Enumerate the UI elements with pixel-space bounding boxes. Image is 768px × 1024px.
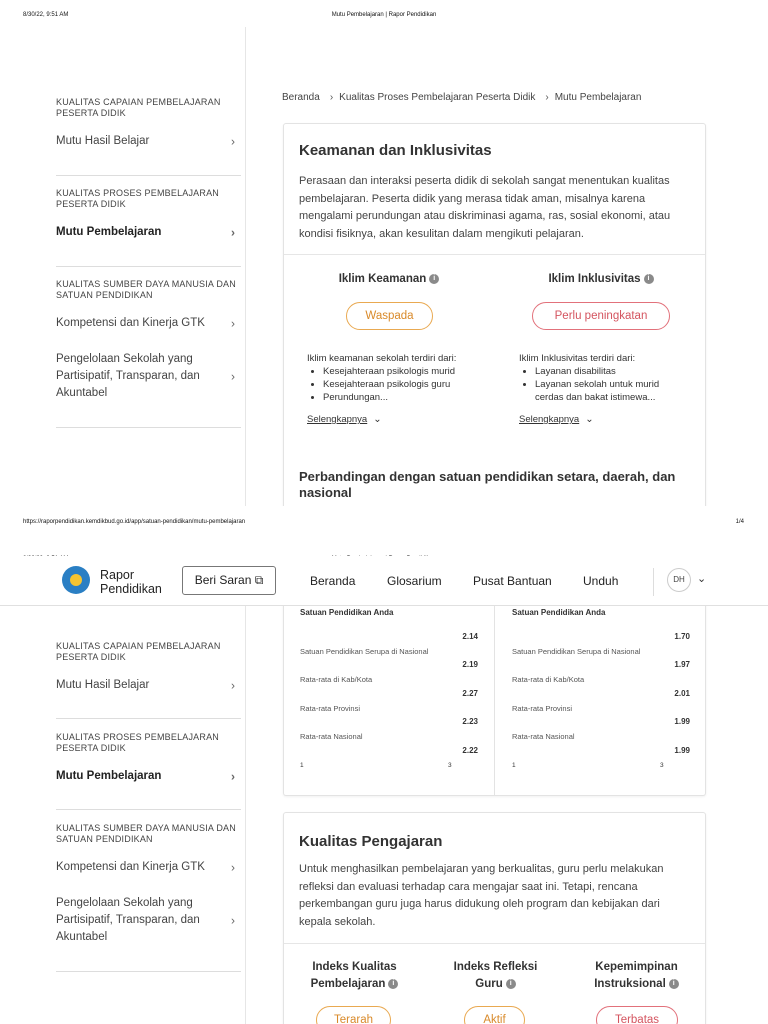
- sidebar-group-proses: [56, 732, 241, 785]
- nav-link-beranda[interactable]: Beranda: [310, 574, 356, 588]
- page-2: [0, 556, 768, 1024]
- breadcrumb-link-proses[interactable]: Kualitas Proses Pembelajaran Peserta Didik: [339, 92, 536, 103]
- comparison-column-title: Satuan Pendidikan Anda: [512, 608, 606, 617]
- status-badge-kualitas: Terarah: [316, 1006, 391, 1024]
- sidebar-divider: [56, 175, 241, 176]
- axis-min-label: 1: [300, 762, 304, 769]
- chevron-down-icon[interactable]: ⌄: [697, 573, 707, 585]
- comparison-value: 1.97: [674, 660, 690, 669]
- nav-link-glosarium[interactable]: Glosarium: [387, 574, 442, 588]
- iklim-inklusivitas-title: Iklim Inklusivitas i: [496, 271, 706, 288]
- print-doc-title: Mutu Pembelajaran | Rapor Pendidikan: [331, 12, 437, 18]
- comparison-column-title: Satuan Pendidikan Anda: [300, 608, 394, 617]
- list-item: • Layanan sekolah untuk murid cerdas dan bakat istimewa...: [535, 378, 679, 404]
- chevron-right-icon: ›: [231, 134, 235, 148]
- pengajaran-card: [283, 812, 706, 1024]
- list-item: • Kesejahteraan psikologis guru: [323, 378, 487, 391]
- list-item: • Perundungan...: [323, 391, 487, 404]
- info-icon[interactable]: i: [506, 979, 516, 989]
- iklim-keamanan-title: Iklim Keamanan i: [284, 271, 494, 288]
- list-item: • Kesejahteraan psikologis murid: [323, 365, 487, 378]
- comparison-label: Rata-rata di Kab/Kota: [300, 675, 373, 684]
- chevron-right-icon: ›: [231, 913, 235, 927]
- chevron-right-icon: ›: [231, 678, 235, 692]
- avatar[interactable]: DH: [667, 568, 691, 592]
- sidebar-divider: [56, 971, 241, 972]
- sidebar-item-label: Kompetensi dan Kinerja GTK: [56, 861, 205, 873]
- sidebar-item-mutu-pembelajaran[interactable]: [56, 768, 241, 785]
- sidebar-item-pengelolaan[interactable]: [56, 895, 241, 946]
- sidebar-group-proses: [56, 188, 241, 241]
- axis-max-label: 3: [660, 762, 664, 769]
- sidebar-group-heading: KUALITAS PROSES PEMBELAJARAN PESERTA DIDIK: [56, 188, 219, 209]
- chevron-right-icon: ›: [231, 316, 235, 330]
- chevron-right-icon: ›: [545, 92, 549, 103]
- chevron-right-icon: ›: [231, 225, 235, 239]
- sidebar-group-capaian: [56, 641, 241, 694]
- print-header: [0, 0, 768, 18]
- comparison-value: 2.01: [674, 689, 690, 698]
- chevron-right-icon: ›: [329, 92, 334, 103]
- nav-link-pusat-bantuan[interactable]: Pusat Bantuan: [473, 574, 552, 588]
- sidebar-item-label: Kompetensi dan Kinerja GTK: [56, 317, 205, 329]
- sidebar-group-heading: KUALITAS SUMBER DAYA MANUSIA DAN SATUAN PENDIDIKAN: [56, 823, 236, 844]
- sidebar-group-sdm: [56, 823, 241, 946]
- top-navbar: [0, 556, 768, 606]
- indeks-kualitas-title: Indeks Kualitas Pembelajaran i: [310, 961, 397, 990]
- axis-min-label: 1: [512, 762, 516, 769]
- card-description: Untuk menghasilkan pembelajaran yang berkualitas, guru perlu melakukan refleksi dan evaluasi terhadap cara mengajar saat ini. Tetapi, rencana perkembangan guru juga harus didukung oleh program dan kebijakan dari kepala sekolah.: [299, 863, 664, 928]
- card-title: Kualitas Pengajaran: [299, 833, 443, 850]
- comparison-label: Rata-rata Nasional: [512, 732, 575, 741]
- sidebar-item-label: Mutu Pembelajaran: [56, 770, 162, 782]
- keamanan-detail: Iklim keamanan sekolah terdiri dari: • Kesejahteraan psikologis murid • Kesejahteraan psikologis guru • Perundungan...: [307, 352, 487, 404]
- sidebar-divider: [56, 809, 241, 810]
- axis-max-label: 3: [448, 762, 452, 769]
- sidebar-group-heading: KUALITAS CAPAIAN PEMBELAJARAN PESERTA DIDIK: [56, 97, 221, 118]
- nav-link-unduh[interactable]: Unduh: [583, 574, 619, 588]
- sidebar-item-kompetensi[interactable]: [56, 315, 241, 332]
- comparison-title: Perbandingan dengan satuan pendidikan setara, daerah, dan nasional: [299, 469, 676, 500]
- sidebar-group-capaian: [56, 97, 241, 150]
- sidebar-item-label: Pengelolaan Sekolah yang Partisipatif, Transparan, dan Akuntabel: [56, 353, 200, 399]
- status-badge-keamanan: Waspada: [346, 302, 433, 330]
- external-link-icon: ⧉: [254, 573, 264, 587]
- selengkapnya-link-inklusivitas[interactable]: Selengkapnya ⌄: [519, 414, 594, 425]
- comparison-value: 2.27: [462, 689, 478, 698]
- sidebar-item-label: Mutu Pembelajaran: [56, 226, 162, 238]
- keamanan-card: [283, 123, 706, 506]
- selengkapnya-link-keamanan[interactable]: Selengkapnya ⌄: [307, 414, 382, 425]
- logo-icon: [62, 566, 90, 594]
- print-url: https://raporpendidikan.kemdikbud.go.id/app/satuan-pendidikan/mutu-pembelajaran: [23, 519, 246, 525]
- sidebar-item-mutu-hasil-belajar[interactable]: [56, 677, 241, 694]
- navbar-divider: [653, 568, 654, 596]
- sidebar-item-label: Pengelolaan Sekolah yang Partisipatif, Transparan, dan Akuntabel: [56, 897, 200, 943]
- card-description: Perasaan dan interaksi peserta didik di sekolah sangat menentukan kualitas pembelajaran. Peserta didik yang merasa tidak aman, misalnya karena mengalami perundungan atau diskriminasi agama, ras, sosial ekonomi, atau kondisi fisiknya, akan kesulitan dalam mengikuti pelajaran.: [299, 175, 671, 240]
- chevron-right-icon: ›: [231, 369, 235, 383]
- indeks-refleksi-title: Indeks Refleksi Guru i: [453, 961, 538, 990]
- comparison-value: 2.23: [462, 717, 478, 726]
- sidebar-item-label: Mutu Hasil Belajar: [56, 679, 150, 691]
- sidebar-group-heading: KUALITAS PROSES PEMBELAJARAN PESERTA DIDIK: [56, 732, 219, 753]
- status-badge-refleksi: Aktif: [464, 1006, 525, 1024]
- breadcrumb-link-beranda[interactable]: Beranda: [282, 92, 320, 103]
- kepemimpinan-title: Kepemimpinan Instruksional i: [594, 961, 678, 990]
- page-1: [0, 27, 768, 506]
- comparison-label: Satuan Pendidikan Serupa di Nasional: [300, 647, 429, 656]
- sidebar-divider: [56, 266, 241, 267]
- comparison-value: 1.99: [674, 746, 690, 755]
- comparison-value: 1.70: [674, 632, 690, 641]
- chevron-right-icon: ›: [231, 769, 235, 783]
- chevron-right-icon: ›: [231, 860, 235, 874]
- status-badge-inklusivitas: Perlu peningkatan: [532, 302, 670, 330]
- beri-saran-button[interactable]: Beri Saran ⧉: [182, 566, 276, 595]
- sidebar-item-kompetensi[interactable]: [56, 859, 241, 876]
- column-divider: [494, 596, 495, 796]
- sidebar-divider: [56, 427, 241, 428]
- sidebar: [0, 27, 246, 506]
- sidebar-item-mutu-hasil-belajar[interactable]: [56, 133, 241, 150]
- chevron-down-icon: ⌄: [585, 414, 594, 425]
- chevron-down-icon: ⌄: [373, 414, 382, 425]
- sidebar-group-heading: KUALITAS SUMBER DAYA MANUSIA DAN SATUAN PENDIDIKAN: [56, 279, 236, 300]
- sidebar-group-sdm: [56, 279, 241, 402]
- card-divider: [284, 254, 705, 255]
- comparison-label: Rata-rata Provinsi: [300, 704, 361, 713]
- sidebar-item-label: Mutu Hasil Belajar: [56, 135, 150, 147]
- status-badge-kepemimpinan: Terbatas: [596, 1006, 678, 1024]
- list-item: • Layanan disabilitas: [535, 365, 679, 378]
- inklusivitas-detail: Iklim Inklusivitas terdiri dari: • Layanan disabilitas • Layanan sekolah untuk murid cerdas dan bakat istimewa...: [519, 352, 679, 404]
- sidebar: [0, 606, 246, 1024]
- card-divider: [284, 943, 705, 944]
- comparison-label: Rata-rata di Kab/Kota: [512, 675, 585, 684]
- comparison-label: Rata-rata Nasional: [300, 732, 363, 741]
- comparison-value: 2.14: [462, 632, 478, 641]
- comparison-value: 2.19: [462, 660, 478, 669]
- info-icon[interactable]: i: [388, 979, 398, 989]
- comparison-value: 1.99: [674, 717, 690, 726]
- print-page-number: 1/4: [735, 519, 744, 525]
- print-datetime: 8/30/22, 9:51 AM: [23, 12, 69, 18]
- info-icon[interactable]: i: [669, 979, 679, 989]
- sidebar-item-pengelolaan[interactable]: [56, 351, 241, 402]
- comparison-label: Rata-rata Provinsi: [512, 704, 573, 713]
- breadcrumb-current: Mutu Pembelajaran: [554, 92, 642, 103]
- comparison-value: 2.22: [462, 746, 478, 755]
- breadcrumb: [282, 92, 645, 103]
- sidebar-divider: [56, 718, 241, 719]
- sidebar-group-heading: KUALITAS CAPAIAN PEMBELAJARAN PESERTA DIDIK: [56, 641, 221, 662]
- info-icon[interactable]: i: [644, 274, 654, 284]
- comparison-card: [283, 596, 706, 796]
- info-icon[interactable]: i: [429, 274, 439, 284]
- sidebar-item-mutu-pembelajaran[interactable]: [56, 224, 241, 241]
- card-title: Keamanan dan Inklusivitas: [299, 142, 492, 159]
- comparison-label: Satuan Pendidikan Serupa di Nasional: [512, 647, 641, 656]
- brand-name[interactable]: Rapor Pendidikan: [100, 568, 162, 596]
